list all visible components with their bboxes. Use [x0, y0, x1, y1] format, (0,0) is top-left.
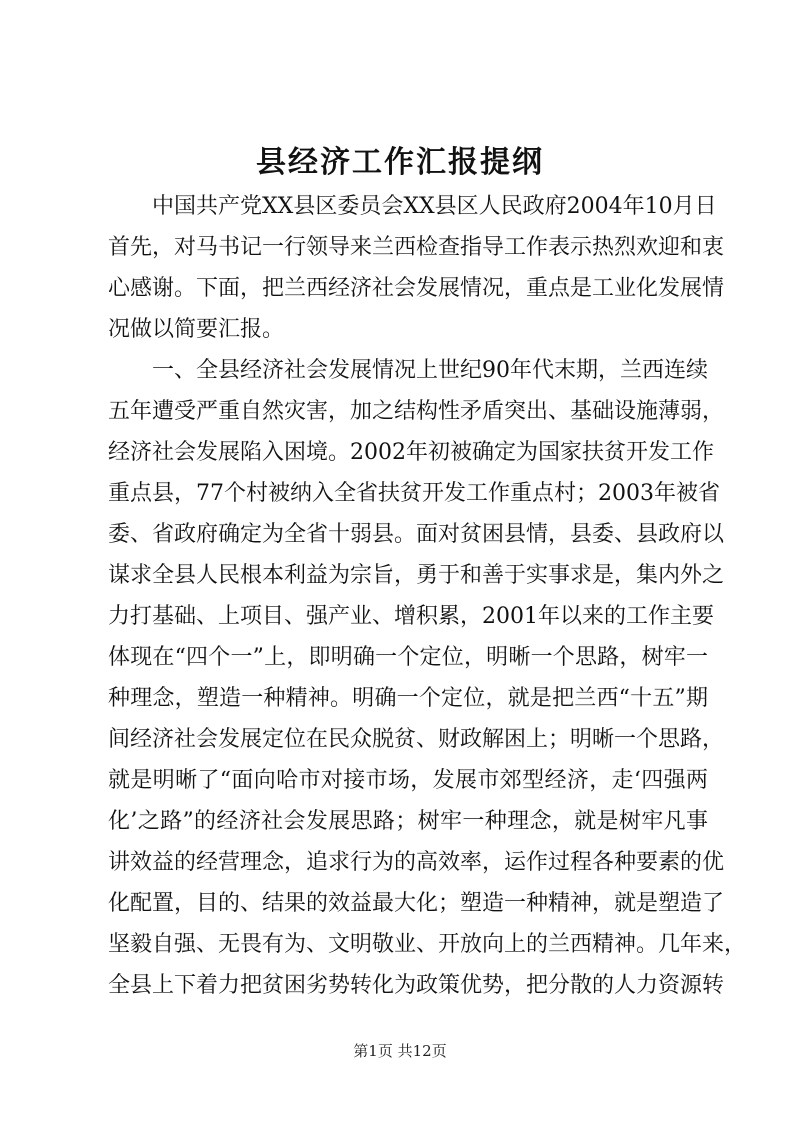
text-line: 体现在“四个一”上，即明确一个定位，明晰一个思路，树牢一 [108, 645, 708, 670]
text-line: 化’之路”的经济社会发展思路；树牢一种理念，就是树牢凡事 [108, 809, 708, 834]
text-line: 委、省政府确定为全省十弱县。面对贫困县情，县委、县政府以 [108, 522, 725, 547]
text-line: 心感谢。下面，把兰西经济社会发展情况，重点是工业化发展情 [108, 276, 725, 301]
text-line: 重点县，77个村被纳入全省扶贫开发工作重点村；2003年被省 [108, 481, 720, 506]
text-line: 全县上下着力把贫困劣势转化为政策优势，把分散的人力资源转 [108, 973, 725, 998]
paragraph [108, 350, 747, 1006]
document-title: 县经济工作汇报提纲 [256, 145, 544, 180]
text-line: 种理念，塑造一种精神。明确一个定位，就是把兰西“十五”期 [108, 686, 708, 711]
text-line: 中国共产党XX县区委员会XX县区人民政府2004年10月日 [152, 194, 717, 219]
page-footer: 第1页 共12页 [353, 1042, 447, 1060]
document-body [108, 186, 747, 1006]
text-line: 间经济社会发展定位在民众脱贫、财政解困上；明晰一个思路， [108, 727, 725, 752]
text-line: 首先，对马书记一行领导来兰西检查指导工作表示热烈欢迎和衷 [108, 235, 725, 260]
text-line: 一、全县经济社会发展情况上世纪90年代末期，兰西连续 [152, 358, 708, 383]
text-line: 化配置，目的、结果的效益最大化；塑造一种精神，就是塑造了 [108, 891, 725, 916]
text-line: 力打基础、上项目、强产业、增积累，2001年以来的工作主要 [108, 604, 714, 629]
paragraph [108, 186, 725, 350]
text-line: 就是明晰了“面向哈市对接市场，发展市郊型经济，走‘四强两 [108, 768, 708, 793]
text-line: 坚毅自强、无畏有为、文明敬业、开放向上的兰西精神。几年来， [108, 932, 747, 957]
text-line: 谋求全县人民根本利益为宗旨，勇于和善于实事求是，集内外之 [108, 563, 725, 588]
text-line: 况做以简要汇报。 [108, 317, 285, 342]
text-line: 经济社会发展陷入困境。2002年初被确定为国家扶贫开发工作 [108, 440, 714, 465]
text-line: 讲效益的经营理念，追求行为的高效率，运作过程各种要素的优 [108, 850, 725, 875]
text-line: 五年遭受严重自然灾害，加之结构性矛盾突出、基础设施薄弱， [108, 399, 725, 424]
